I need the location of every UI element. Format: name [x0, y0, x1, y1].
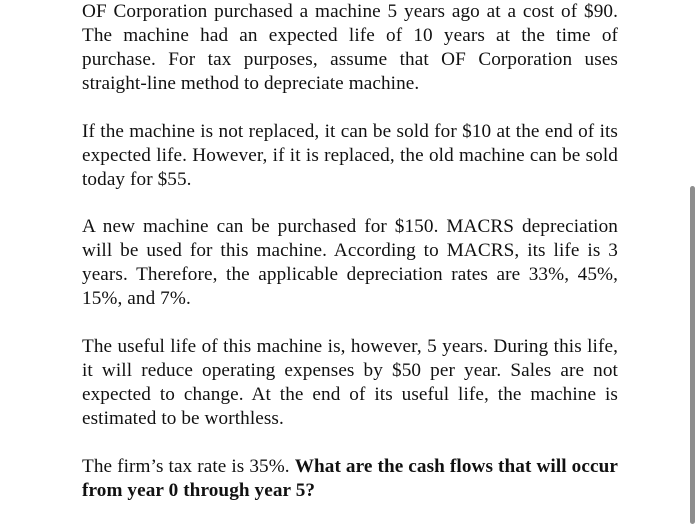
paragraph-question: [82, 455, 618, 503]
question-text: What are the cash flows that will occur from year 0 through year 5?: [82, 456, 618, 501]
tax-rate-text: The firm’s tax rate is 35%.: [82, 456, 290, 477]
paragraph-new-machine-macrs: A new machine can be purchased for $150. MACRS depreciation will be used for this machine. According to MACRS, its life is 3 years. Therefore, the applicable depreciation rates are 33%, 45%, 15%, and 7%.: [82, 216, 618, 309]
paragraph-useful-life: The useful life of this machine is, however, 5 years. During this life, it will reduce operating expenses by $50 per year. Sales are not expected to change. At the end of its useful life, the machine is estimated to be worthless.: [82, 336, 618, 429]
vertical-scrollbar[interactable]: [690, 186, 695, 524]
paragraph-machine-purchase: OF Corporation purchased a machine 5 years ago at a cost of $90. The machine had an expected life of 10 years at the time of purchase. For tax purposes, assume that OF Corporation uses straight-line method to depreciate machine.: [82, 1, 618, 94]
paragraph-salvage-value: If the machine is not replaced, it can be sold for $10 at the end of its expected life. However, if it is replaced, the old machine can be sold today for $55.: [82, 121, 618, 190]
